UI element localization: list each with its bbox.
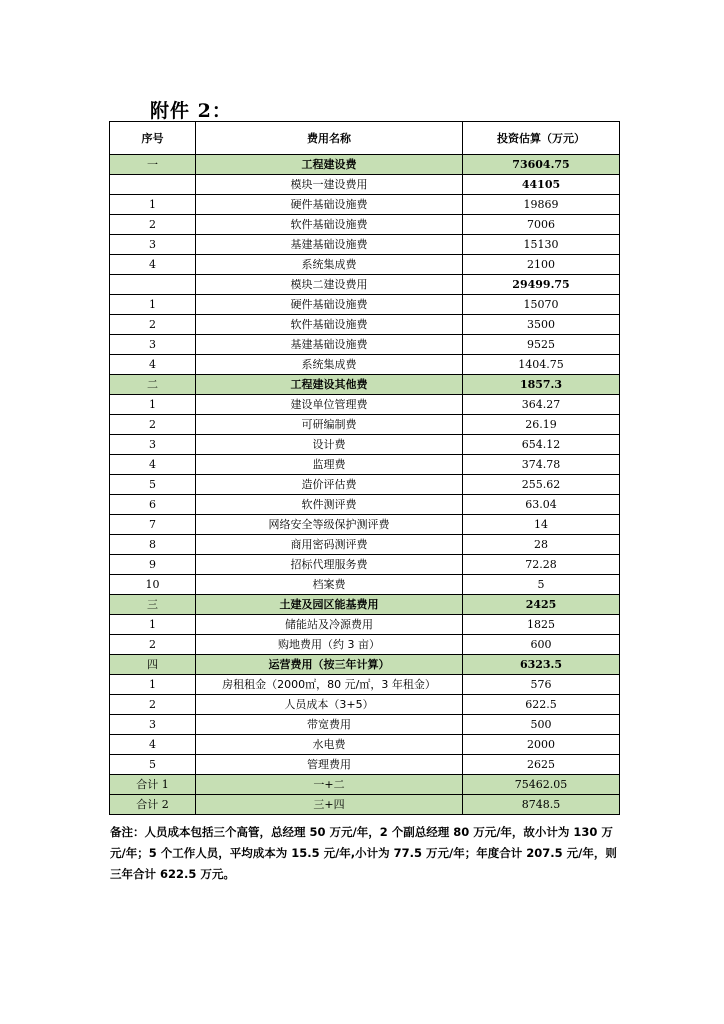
cost-name-cell: 商用密码测评费 — [196, 535, 463, 555]
table-row — [110, 295, 620, 315]
amount-cell: 2000 — [463, 735, 620, 755]
table-row — [110, 755, 620, 775]
cost-name-cell: 房租租金（2000㎡，80 元/㎡，3 年租金） — [196, 675, 463, 695]
cost-name-cell: 一+二 — [196, 775, 463, 795]
attachment-title: 附件 2： — [150, 100, 232, 122]
amount-cell: 2425 — [463, 595, 620, 615]
amount-cell: 26.19 — [463, 415, 620, 435]
budget-table — [109, 121, 620, 815]
seq-cell: 2 — [110, 215, 196, 235]
table-row — [110, 415, 620, 435]
seq-cell: 2 — [110, 635, 196, 655]
header-investment: 投资估算（万元） — [463, 122, 620, 155]
seq-cell: 2 — [110, 315, 196, 335]
seq-cell — [110, 175, 196, 195]
cost-name-cell: 工程建设其他费 — [196, 375, 463, 395]
amount-cell: 654.12 — [463, 435, 620, 455]
cost-name-cell: 软件基础设施费 — [196, 315, 463, 335]
seq-cell: 二 — [110, 375, 196, 395]
cost-name-cell: 工程建设费 — [196, 155, 463, 175]
cost-name-cell: 设计费 — [196, 435, 463, 455]
budget-table-body — [110, 155, 620, 815]
table-row — [110, 175, 620, 195]
amount-cell: 1404.75 — [463, 355, 620, 375]
table-row — [110, 255, 620, 275]
amount-cell: 2100 — [463, 255, 620, 275]
header-cost-name: 费用名称 — [196, 122, 463, 155]
seq-cell: 3 — [110, 235, 196, 255]
amount-cell: 44105 — [463, 175, 620, 195]
seq-cell: 4 — [110, 735, 196, 755]
cost-name-cell: 监理费 — [196, 455, 463, 475]
seq-cell: 6 — [110, 495, 196, 515]
amount-cell: 5 — [463, 575, 620, 595]
cost-name-cell: 系统集成费 — [196, 355, 463, 375]
section-row — [110, 655, 620, 675]
amount-cell: 29499.75 — [463, 275, 620, 295]
table-row — [110, 715, 620, 735]
amount-cell: 576 — [463, 675, 620, 695]
section-row — [110, 155, 620, 175]
seq-cell — [110, 275, 196, 295]
table-row — [110, 575, 620, 595]
table-row — [110, 395, 620, 415]
cost-name-cell: 水电费 — [196, 735, 463, 755]
amount-cell: 622.5 — [463, 695, 620, 715]
cost-name-cell: 硬件基础设施费 — [196, 295, 463, 315]
table-row — [110, 235, 620, 255]
seq-cell: 2 — [110, 415, 196, 435]
amount-cell: 14 — [463, 515, 620, 535]
table-row — [110, 695, 620, 715]
table-row — [110, 635, 620, 655]
seq-cell: 4 — [110, 455, 196, 475]
table-row — [110, 475, 620, 495]
cost-name-cell: 模块二建设费用 — [196, 275, 463, 295]
amount-cell: 19869 — [463, 195, 620, 215]
seq-cell: 合计 2 — [110, 795, 196, 815]
table-row — [110, 735, 620, 755]
table-row — [110, 555, 620, 575]
cost-name-cell: 人员成本（3+5） — [196, 695, 463, 715]
cost-name-cell: 基建基础设施费 — [196, 235, 463, 255]
table-row — [110, 355, 620, 375]
seq-cell: 1 — [110, 675, 196, 695]
table-header-row — [110, 122, 620, 155]
cost-name-cell: 系统集成费 — [196, 255, 463, 275]
header-seq: 序号 — [110, 122, 196, 155]
amount-cell: 3500 — [463, 315, 620, 335]
table-row — [110, 615, 620, 635]
amount-cell: 6323.5 — [463, 655, 620, 675]
table-row — [110, 455, 620, 475]
seq-cell: 8 — [110, 535, 196, 555]
amount-cell: 15130 — [463, 235, 620, 255]
cost-name-cell: 基建基础设施费 — [196, 335, 463, 355]
cost-name-cell: 储能站及冷源费用 — [196, 615, 463, 635]
table-row — [110, 515, 620, 535]
seq-cell: 1 — [110, 615, 196, 635]
cost-name-cell: 建设单位管理费 — [196, 395, 463, 415]
seq-cell: 4 — [110, 255, 196, 275]
seq-cell: 1 — [110, 195, 196, 215]
amount-cell: 73604.75 — [463, 155, 620, 175]
seq-cell: 4 — [110, 355, 196, 375]
amount-cell: 600 — [463, 635, 620, 655]
table-row — [110, 195, 620, 215]
seq-cell: 3 — [110, 335, 196, 355]
cost-name-cell: 可研编制费 — [196, 415, 463, 435]
seq-cell: 3 — [110, 435, 196, 455]
table-row — [110, 535, 620, 555]
cost-name-cell: 购地费用（约 3 亩） — [196, 635, 463, 655]
footnote: 备注：人员成本包括三个高管，总经理 50 万元/年，2 个副总经理 80 万元/年，故小计为 130 万元/年；5 个工作人员，平均成本为 15.5 元/年,小计为 77.5 万元/年；年度合计 207.5 元/年，则三年合计 622.5 万元。 — [110, 825, 617, 881]
amount-cell: 63.04 — [463, 495, 620, 515]
table-row — [110, 435, 620, 455]
total-row — [110, 795, 620, 815]
total-row — [110, 775, 620, 795]
amount-cell: 8748.5 — [463, 795, 620, 815]
cost-name-cell: 三+四 — [196, 795, 463, 815]
cost-name-cell: 模块一建设费用 — [196, 175, 463, 195]
table-row — [110, 215, 620, 235]
amount-cell: 1857.3 — [463, 375, 620, 395]
cost-name-cell: 造价评估费 — [196, 475, 463, 495]
seq-cell: 9 — [110, 555, 196, 575]
seq-cell: 一 — [110, 155, 196, 175]
cost-name-cell: 网络安全等级保护测评费 — [196, 515, 463, 535]
seq-cell: 三 — [110, 595, 196, 615]
cost-name-cell: 土建及园区能基费用 — [196, 595, 463, 615]
table-row — [110, 495, 620, 515]
seq-cell: 5 — [110, 475, 196, 495]
seq-cell: 2 — [110, 695, 196, 715]
cost-name-cell: 带宽费用 — [196, 715, 463, 735]
seq-cell: 1 — [110, 395, 196, 415]
cost-name-cell: 管理费用 — [196, 755, 463, 775]
table-row — [110, 315, 620, 335]
cost-name-cell: 招标代理服务费 — [196, 555, 463, 575]
amount-cell: 2625 — [463, 755, 620, 775]
table-row — [110, 675, 620, 695]
cost-name-cell: 运营费用（按三年计算） — [196, 655, 463, 675]
cost-name-cell: 软件基础设施费 — [196, 215, 463, 235]
seq-cell: 四 — [110, 655, 196, 675]
table-row — [110, 275, 620, 295]
section-row — [110, 595, 620, 615]
amount-cell: 72.28 — [463, 555, 620, 575]
cost-name-cell: 档案费 — [196, 575, 463, 595]
seq-cell: 1 — [110, 295, 196, 315]
amount-cell: 255.62 — [463, 475, 620, 495]
amount-cell: 9525 — [463, 335, 620, 355]
seq-cell: 7 — [110, 515, 196, 535]
seq-cell: 10 — [110, 575, 196, 595]
amount-cell: 15070 — [463, 295, 620, 315]
amount-cell: 75462.05 — [463, 775, 620, 795]
section-row — [110, 375, 620, 395]
amount-cell: 374.78 — [463, 455, 620, 475]
amount-cell: 7006 — [463, 215, 620, 235]
amount-cell: 364.27 — [463, 395, 620, 415]
amount-cell: 500 — [463, 715, 620, 735]
amount-cell: 1825 — [463, 615, 620, 635]
amount-cell: 28 — [463, 535, 620, 555]
cost-name-cell: 硬件基础设施费 — [196, 195, 463, 215]
seq-cell: 合计 1 — [110, 775, 196, 795]
cost-name-cell: 软件测评费 — [196, 495, 463, 515]
seq-cell: 5 — [110, 755, 196, 775]
seq-cell: 3 — [110, 715, 196, 735]
table-row — [110, 335, 620, 355]
